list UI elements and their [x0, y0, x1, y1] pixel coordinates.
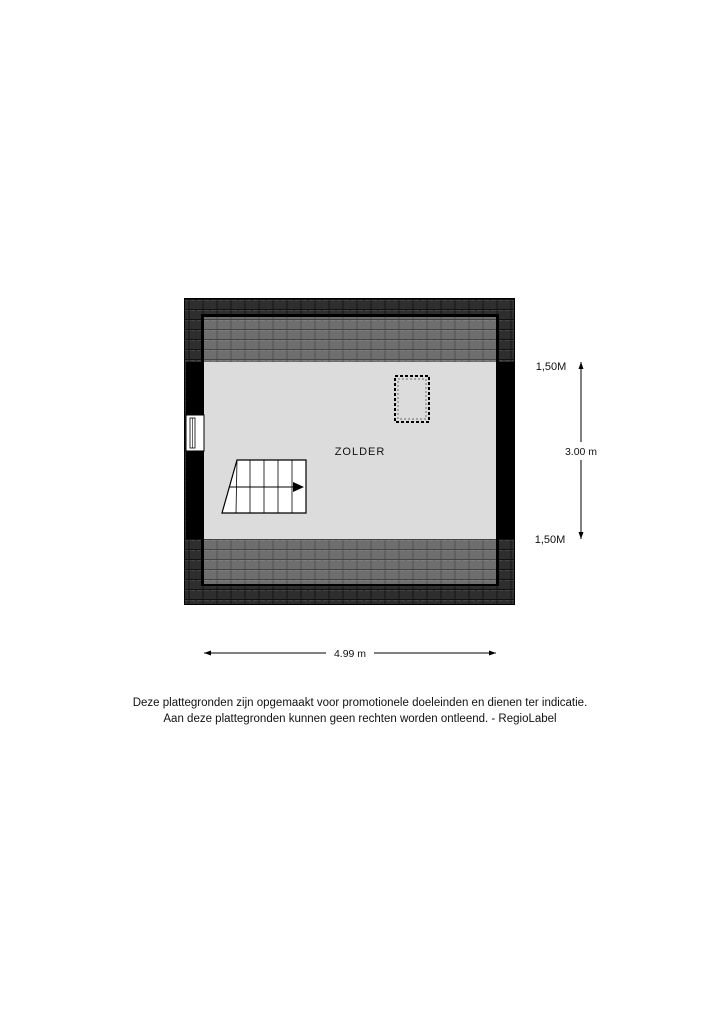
top-height-label: 1,50M — [535, 361, 567, 373]
width-label: 4.99 m — [333, 648, 367, 660]
window-icon — [186, 415, 204, 451]
room-label: ZOLDER — [334, 446, 386, 458]
right-wall — [496, 362, 514, 539]
bottom-height-label: 1,50M — [534, 534, 566, 546]
disclaimer — [0, 695, 720, 727]
depth-label: 3.00 m — [564, 446, 598, 458]
disclaimer-line-2: Aan deze plattegronden kunnen geen rechten worden ontleend. - RegioLabel — [163, 713, 557, 725]
staircase-icon — [222, 460, 306, 513]
roof-slope-top — [204, 317, 496, 362]
disclaimer-line-1: Deze plattegronden zijn opgemaakt voor promotionele doeleinden en dienen ter indicatie. — [132, 697, 588, 709]
roof-slope-bottom — [204, 539, 496, 584]
